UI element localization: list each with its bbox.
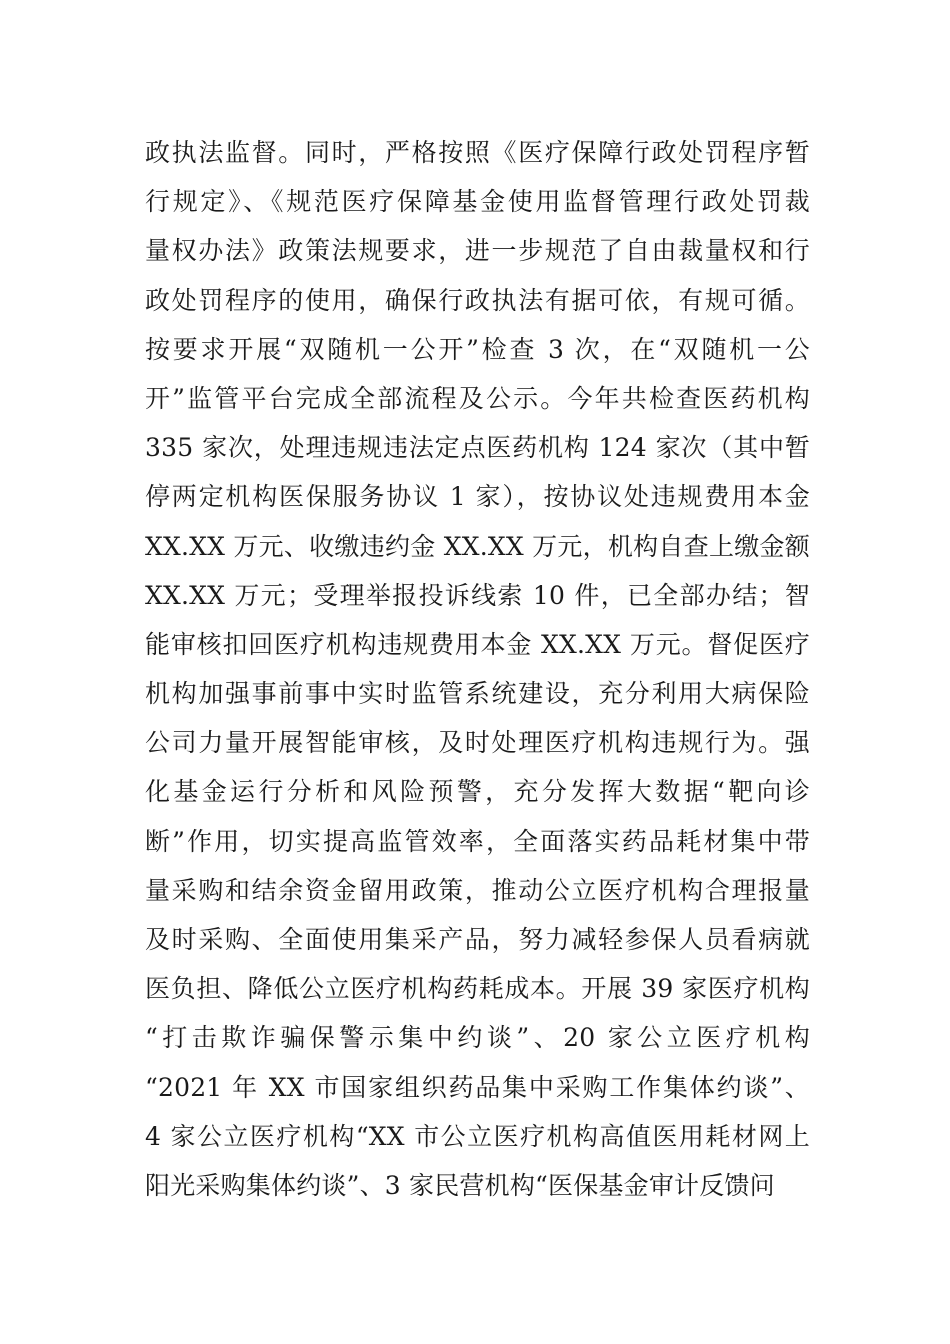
text-line-15: 断”作用，切实提高监管效率，全面落实药品耗材集中带 (145, 826, 810, 856)
text-line-7: 335 家次，处理违规违法定点医药机构 124 家次（其中暂 (145, 433, 810, 463)
body-paragraph (145, 128, 810, 1210)
text-line-9: XX.XX 万元、收缴违约金 XX.XX 万元，机构自查上缴金额 (145, 531, 810, 561)
text-line-14: 化基金运行分析和风险预警，充分发挥大数据“靶向诊 (145, 777, 810, 807)
text-line-1: 政执法监督。同时，严格按照《医疗保障行政处罚程序暂 (145, 138, 810, 167)
text-line-4: 政处罚程序的使用，确保行政执法有据可依，有规可循。 (145, 285, 810, 315)
text-line-18: 医负担、降低公立医疗机构药耗成本。开展 39 家医疗机构 (145, 974, 810, 1004)
text-line-12: 机构加强事前事中实时监管系统建设，充分利用大病保险 (145, 679, 810, 709)
text-line-20: “2021 年 XX 市国家组织药品集中采购工作集体约谈”、 (145, 1072, 810, 1102)
text-line-19: “打击欺诈骗保警示集中约谈”、20 家公立医疗机构 (145, 1023, 810, 1053)
text-line-3: 量权办法》政策法规要求，进一步规范了自由裁量权和行 (145, 236, 810, 266)
text-line-11: 能审核扣回医疗机构违规费用本金 XX.XX 万元。督促医疗 (145, 629, 810, 659)
text-line-6: 开”监管平台完成全部流程及公示。今年共检查医药机构 (145, 383, 810, 413)
text-line-5: 按要求开展“双随机一公开”检查 3 次，在“双随机一公 (145, 334, 810, 364)
text-line-8: 停两定机构医保服务协议 1 家），按协议处违规费用本金 (145, 482, 810, 512)
text-line-10: XX.XX 万元；受理举报投诉线索 10 件，已全部办结；智 (145, 580, 810, 610)
text-line-22: 阳光采购集体约谈”、3 家民营机构“医保基金审计反馈问 (145, 1170, 775, 1200)
text-line-2: 行规定》、《规范医疗保障基金使用监督管理行政处罚裁 (145, 187, 810, 217)
text-line-16: 量采购和结余资金留用政策，推动公立医疗机构合理报量 (145, 875, 810, 905)
text-line-17: 及时采购、全面使用集采产品，努力减轻参保人员看病就 (145, 925, 810, 954)
text-line-21: 4 家公立医疗机构“XX 市公立医疗机构高值医用耗材网上 (145, 1121, 810, 1151)
text-line-13: 公司力量开展智能审核，及时处理医疗机构违规行为。强 (145, 728, 810, 758)
